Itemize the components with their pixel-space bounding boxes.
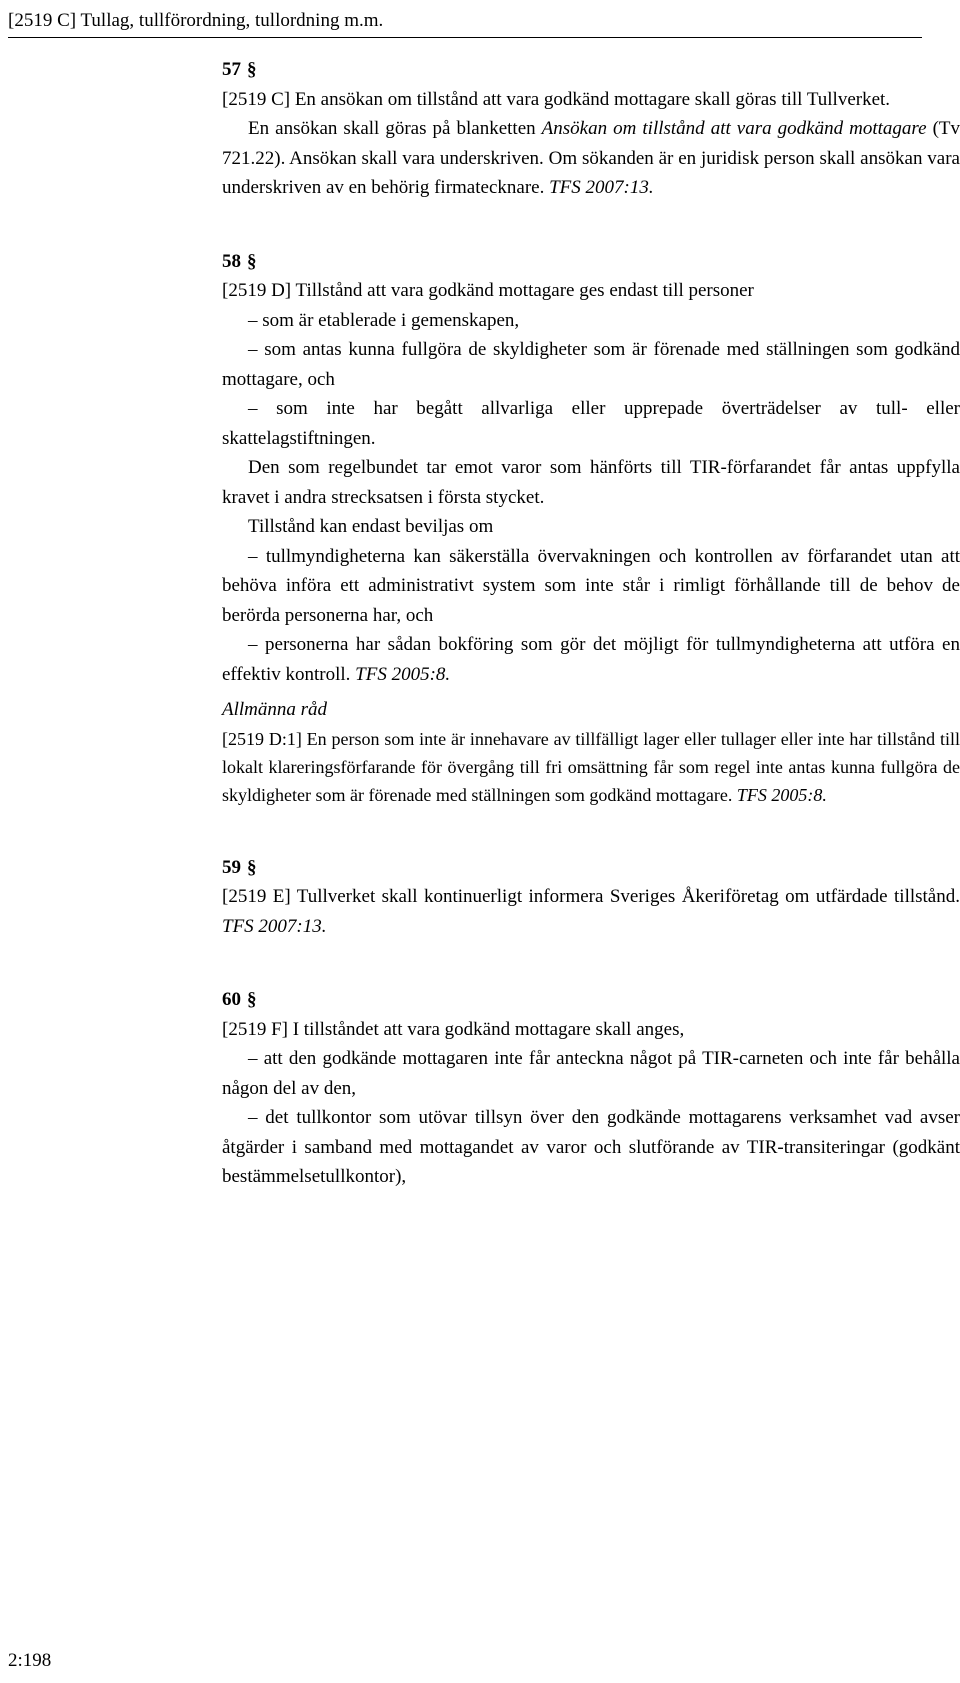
- reference: TFS 2005:8.: [736, 784, 827, 805]
- section-number: 60: [222, 989, 241, 1010]
- paragraph: [2519 F] I tillståndet att vara godkänd mottagare skall anges,: [222, 1018, 685, 1040]
- paragraph: [222, 882, 960, 941]
- paragraph: [2519 C] En ansökan om tillstånd att vara godkänd mottagare skall göras till Tullverket.: [222, 88, 891, 110]
- paragraph: [222, 114, 960, 203]
- list-item: – som antas kunna fullgöra de skyldigheter som är förenade med ställningen som godkänd mottagare, och: [222, 339, 960, 390]
- advice-heading: [222, 695, 960, 725]
- text-run: (Tv 721.22). Ansökan skall vara underskriven. Om sökanden är en juridisk person skall ansökan vara underskriven av en behörig firmatecknare.: [222, 118, 960, 198]
- section-57-heading: [222, 55, 960, 85]
- text-run: En ansökan skall göras på blanketten: [248, 118, 542, 139]
- header-rule: [8, 37, 922, 38]
- reference: TFS 2007:13.: [222, 915, 327, 937]
- page-number: 2:198: [8, 1650, 52, 1671]
- paragraph: Den som regelbundet tar emot varor som hänförts till TIR-förfarandet får antas uppfylla kravet i andra strecksatsen i första stycket.: [222, 457, 960, 508]
- section-number: 59: [222, 856, 241, 878]
- text-run: – personerna har sådan bokföring som gör det möjligt för tullmyndigheterna att utföra en effektiv kontroll.: [222, 634, 960, 685]
- list-item: – det tullkontor som utövar tillsyn över den godkände mottagarens verksamhet vad avser åtgärder i samband med mottagandet av varor och slutförande av TIR-transiteringar (godkänt bestämmelsetullkontor),: [222, 1107, 960, 1187]
- advice-title: Allmänna råd: [222, 699, 328, 720]
- paragraph: Tillstånd kan endast beviljas om: [248, 516, 494, 537]
- section-symbol: §: [247, 856, 257, 878]
- section-symbol: §: [247, 989, 257, 1010]
- section-symbol: §: [247, 250, 257, 272]
- reference: TFS 2007:13.: [549, 177, 654, 198]
- document-body: [222, 55, 960, 1192]
- section-symbol: §: [247, 59, 257, 80]
- advice-paragraph: [222, 725, 960, 809]
- text-run: [2519 E] Tullverket skall kontinuerligt informera Sveriges Åkeriföretag om utfärdade tillstånd.: [222, 886, 960, 907]
- section-60-heading: [222, 985, 960, 1015]
- text-run: [2519 D:1] En person som inte är innehavare av tillfälligt lager eller tullager eller inte har tillstånd till lokalt klareringsförfarande för övergång till fri omsättning får som regel inte antas kunna fullgöra de skyldigheter som är förenade med ställningen som godkänd mottagare.: [222, 728, 960, 805]
- section-59-heading: [222, 853, 960, 883]
- section-number: 57: [222, 59, 241, 80]
- section-number: 58: [222, 250, 241, 272]
- list-item: – att den godkände mottagaren inte får anteckna något på TIR-carneten och inte får behålla någon del av den,: [222, 1048, 960, 1099]
- form-title: Ansökan om tillstånd att vara godkänd mottagare: [541, 118, 927, 139]
- list-item: – som inte har begått allvarliga eller upprepade överträdelser av tull- eller skattelagstiftningen.: [222, 398, 960, 449]
- running-header: [2519 C] Tullag, tullförordning, tullordning m.m.: [8, 10, 384, 31]
- list-item: – som är etablerade i gemenskapen,: [248, 309, 520, 331]
- paragraph: [2519 D] Tillstånd att vara godkänd mottagare ges endast till personer: [222, 280, 754, 301]
- reference: TFS 2005:8.: [355, 663, 451, 685]
- list-item: [222, 630, 960, 689]
- section-58-heading: [222, 247, 960, 277]
- list-item: – tullmyndigheterna kan säkerställa övervakningen och kontrollen av förfarandet utan att behöva införa ett administrativt system som inte står i rimligt förhållande till de behov de berörda personerna har, och: [222, 545, 960, 626]
